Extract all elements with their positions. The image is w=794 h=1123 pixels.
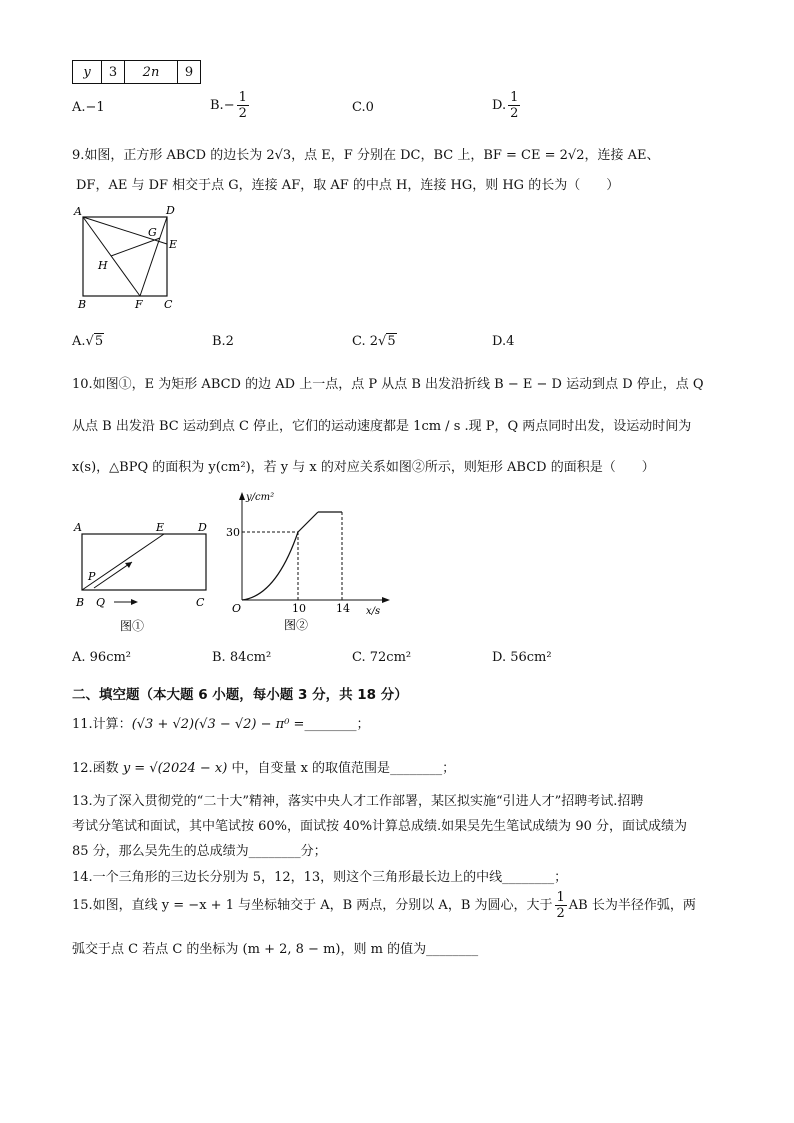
label-A: A	[74, 205, 82, 218]
fig1-label-A: A	[74, 521, 82, 534]
q9-square-figure	[70, 202, 180, 312]
q13-text-line2: 考试分笔试和面试，其中笔试按 60%，面试按 40%计算总成绩.如果吴先生笔试成绩为 90 分，面试成绩为	[72, 819, 687, 834]
q14-text: 14.一个三角形的三边长分别为 5，12，13，则这个三角形最长边上的中线________；	[72, 870, 568, 885]
fig2-origin: O	[232, 602, 242, 615]
table-cell: 3	[102, 61, 125, 84]
q9-option-a: A.√5	[72, 334, 104, 349]
label-D: D	[166, 204, 175, 217]
value-table	[72, 60, 201, 84]
fig1-label-Q: Q	[96, 596, 106, 609]
q9-option-c: C. 2√5	[352, 334, 396, 349]
q13-text-line1: 13.为了深入贯彻党的“二十大”精神，落实中央人才工作部署，某区拟实施“引进人才”招聘考试.招聘	[72, 794, 644, 809]
q11-answer-blank: ________	[304, 717, 357, 732]
table-label: y	[73, 61, 102, 84]
q8-option-c: C.0	[352, 100, 374, 115]
q9-text-line2: DF，AE 与 DF 相交于点 G，连接 AF，取 AF 的中点 H，连接 HG，则 HG 的长为（ ）	[76, 178, 620, 193]
q13-text-line3: 85 分，那么吴先生的总成绩为________分；	[72, 844, 327, 859]
q10-option-d: D. 56cm²	[492, 650, 552, 665]
q8-option-a: A.−1	[72, 100, 105, 115]
fig1-caption: 图①	[120, 619, 145, 633]
fig1-label-B: B	[76, 596, 85, 609]
q10-option-b: B. 84cm²	[212, 650, 272, 665]
fig1-label-C: C	[196, 596, 205, 609]
label-B: B	[78, 298, 87, 311]
fig2-tick-30: 30	[226, 526, 240, 539]
q12: 12.函数 y = √(2024 − x) 中，自变量 x 的取值范围是________；	[72, 761, 456, 776]
fig2-tick-10: 10	[292, 602, 306, 615]
label-G: G	[148, 226, 157, 239]
q12-answer-blank: ________	[390, 761, 443, 776]
q9-text-line1: 9.如图，正方形 ABCD 的边长为 2√3，点 E，F 分别在 DC，BC 上，BF = CE = 2√2，连接 AE、	[72, 148, 660, 163]
q10-figure-2-graph	[216, 488, 396, 638]
q10-figure-1	[70, 518, 220, 638]
q10-option-c: C. 72cm²	[352, 650, 412, 665]
q9-option-b: B.2	[212, 334, 234, 349]
q8-option-d: D. $\frac{1}{2}$	[492, 90, 519, 121]
q15-text-line1: 15.如图，直线 y = −x + 1 与坐标轴交于 A，B 两点，分别以 A，B 为圆心，大于 $\frac{1}{2}$ AB 长为半径作弧，两	[72, 890, 696, 921]
label-E: E	[169, 238, 178, 251]
fig2-ylabel: y/cm²	[246, 492, 275, 503]
section-heading: 二、填空题（本大题 6 小题，每小题 3 分，共 18 分）	[72, 687, 408, 703]
fig1-label-D: D	[198, 521, 207, 534]
label-C: C	[164, 298, 173, 311]
q10-option-a: A. 96cm²	[72, 650, 132, 665]
fig2-tick-14: 14	[336, 602, 350, 615]
q10-text-line2: 从点 B 出发沿 BC 运动到点 C 停止，它们的运动速度都是 1cm / s .现 P，Q 两点同时出发，设运动时间为	[72, 419, 692, 434]
fig1-label-E: E	[156, 521, 165, 534]
fig1-label-P: P	[88, 570, 96, 583]
table-cell: 2n	[125, 61, 178, 84]
q10-text-line1: 10.如图①，E 为矩形 ABCD 的边 AD 上一点，点 P 从点 B 出发沿折线 B − E − D 运动到点 D 停止，点 Q	[72, 377, 704, 392]
table-cell: 9	[178, 61, 201, 84]
q15-text-line2: 弧交于点 C 若点 C 的坐标为 (m + 2, 8 − m)，则 m 的值为________	[72, 942, 479, 957]
q8-option-b: B.− $\frac{1}{2}$	[210, 90, 247, 121]
q10-text-line3: x(s)，△BPQ 的面积为 y(cm²)，若 y 与 x 的对应关系如图②所示，则矩形 ABCD 的面积是（ ）	[72, 460, 655, 475]
label-F: F	[135, 298, 143, 311]
q11: 11.计算：(√3 + √2)(√3 − √2) − π⁰ =________；	[72, 717, 370, 732]
q9-option-d: D.4	[492, 334, 515, 349]
label-H: H	[98, 259, 108, 272]
fig2-xlabel: x/s	[366, 606, 381, 617]
fig2-caption: 图②	[284, 618, 309, 632]
